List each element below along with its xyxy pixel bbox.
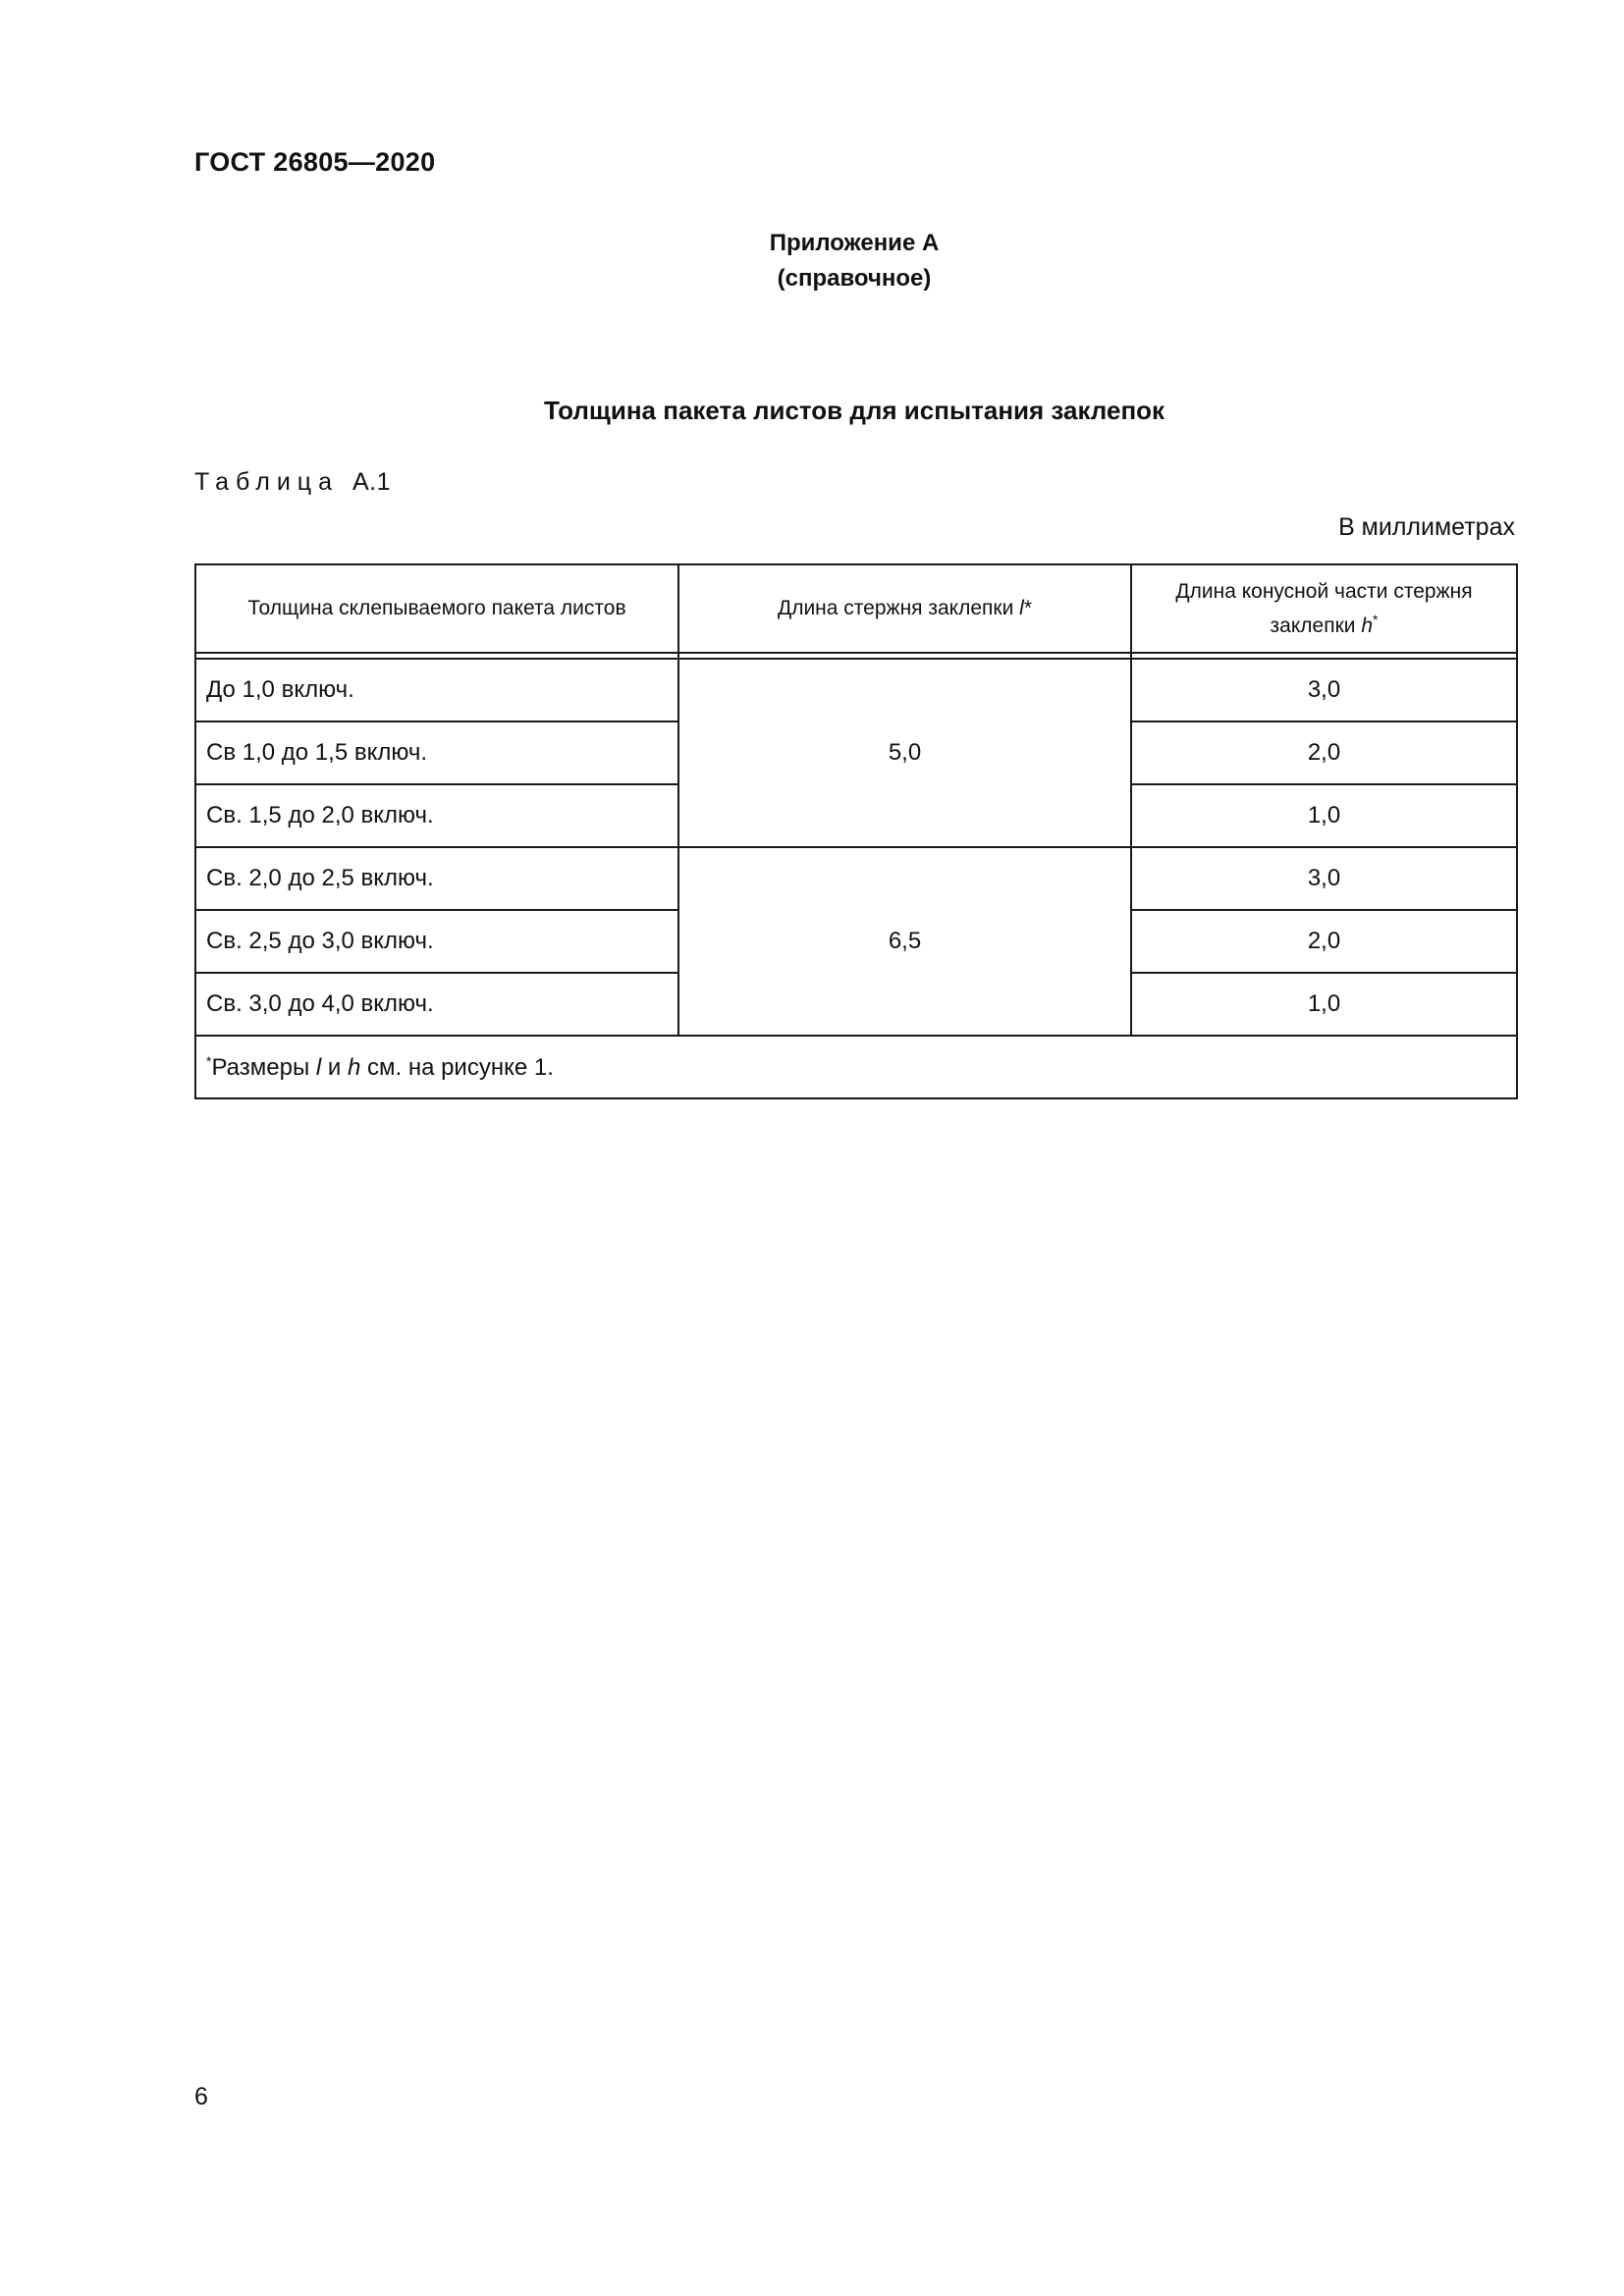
cone-length-cell: 3,0 <box>1131 659 1517 721</box>
page-number: 6 <box>194 2083 208 2110</box>
thickness-cell: Св. 2,5 до 3,0 включ. <box>195 910 678 973</box>
thickness-cell: Св. 2,0 до 2,5 включ. <box>195 847 678 910</box>
cone-length-cell: 1,0 <box>1131 973 1517 1036</box>
table-units: В миллиметрах <box>1338 513 1515 541</box>
standard-header: ГОСТ 26805—2020 <box>194 147 436 177</box>
table-caption-word: Таблица <box>194 468 340 496</box>
header-thickness: Толщина склепываемого пакета листов <box>195 564 678 653</box>
header-cone-length: Длина конусной части стержня заклепки h* <box>1131 564 1517 653</box>
symbol-h: h <box>1361 614 1374 637</box>
annex-heading <box>0 226 1624 296</box>
table-caption-number: А.1 <box>352 468 392 496</box>
rivet-table <box>194 563 1518 1099</box>
thickness-cell: Св. 1,5 до 2,0 включ. <box>195 784 678 847</box>
table-row <box>195 659 1517 721</box>
thickness-cell: Св 1,0 до 1,5 включ. <box>195 721 678 784</box>
cone-length-cell: 1,0 <box>1131 784 1517 847</box>
annex-type: (справочное) <box>777 265 932 292</box>
table-header-row <box>195 564 1517 653</box>
footnote-row <box>195 1036 1517 1098</box>
cone-length-cell: 2,0 <box>1131 910 1517 973</box>
table-footnote: *Размеры l и h см. на рисунке 1. <box>195 1036 1517 1098</box>
rod-length-cell: 6,5 <box>678 847 1131 1036</box>
symbol-l: l <box>1019 597 1024 619</box>
table-caption <box>194 468 391 497</box>
section-title: Толщина пакета листов для испытания заклепок <box>543 396 1165 425</box>
thickness-cell: До 1,0 включ. <box>195 659 678 721</box>
table-row <box>195 847 1517 910</box>
cone-length-cell: 2,0 <box>1131 721 1517 784</box>
thickness-cell: Св. 3,0 до 4,0 включ. <box>195 973 678 1036</box>
rod-length-cell: 5,0 <box>678 659 1131 847</box>
header-rod-length: Длина стержня заклепки l* <box>678 564 1131 653</box>
cone-length-cell: 3,0 <box>1131 847 1517 910</box>
annex-title: Приложение А <box>769 230 940 256</box>
